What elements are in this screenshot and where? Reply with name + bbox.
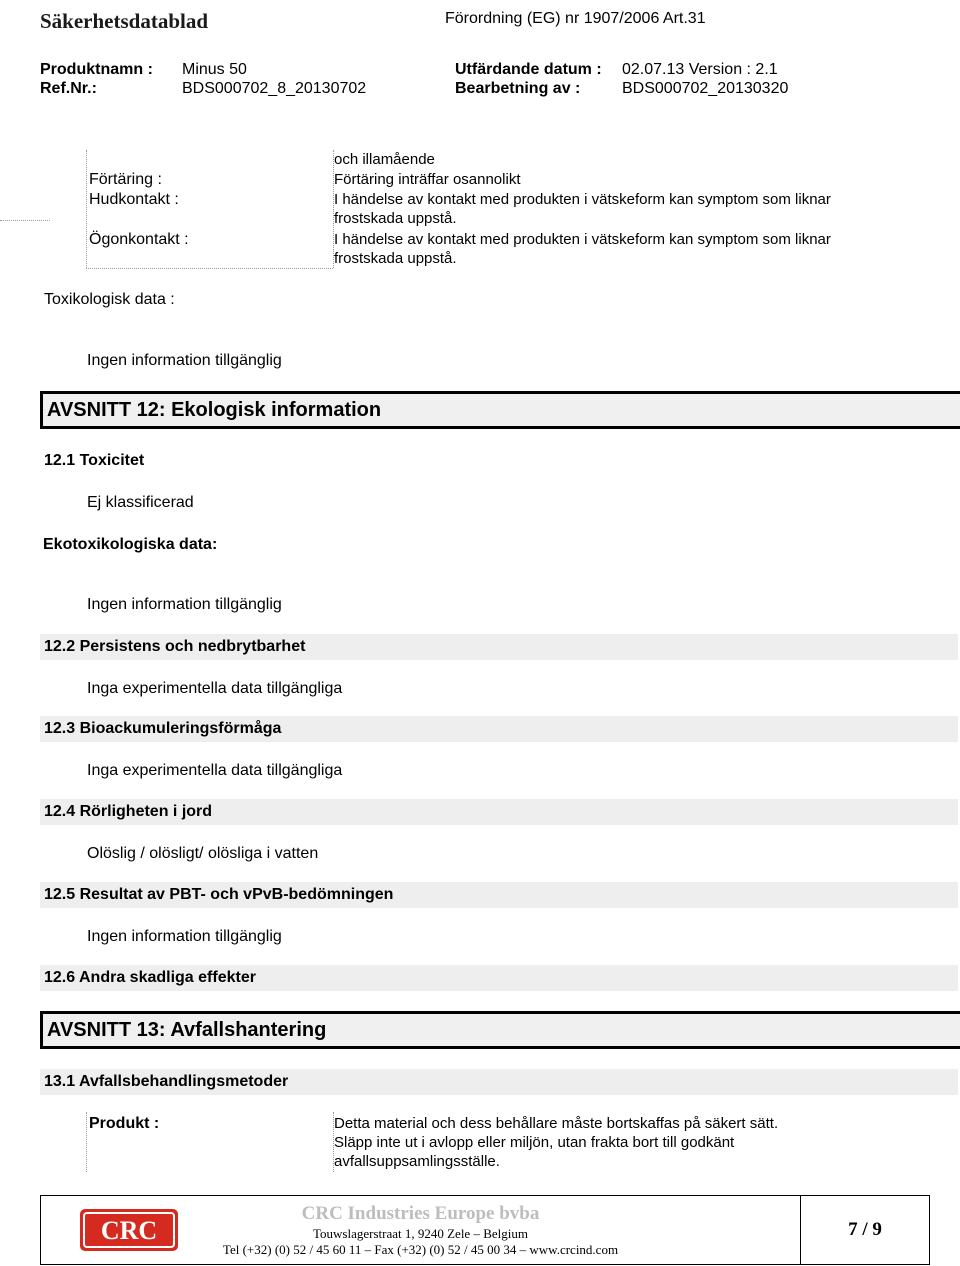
eye-contact-text: I händelse av kontakt med produkten i vätskeform kan symptom som liknar [334, 231, 831, 248]
persistence-value: Inga experimentella data tillgängliga [87, 680, 343, 697]
table-border [0, 220, 50, 221]
waste-product-text: Detta material och dess behållare måste bortskaffas på säkert sätt. [334, 1115, 779, 1132]
issue-date-value: 02.07.13 Version : 2.1 [622, 61, 778, 78]
toxicological-data-value: Ingen information tillgänglig [87, 352, 282, 369]
eye-contact-label: Ögonkontakt : [89, 231, 189, 248]
table-border [86, 268, 333, 269]
soil-mobility-value: Olöslig / olösligt/ olösliga i vatten [87, 845, 319, 862]
logo-text: CRC [100, 1216, 158, 1245]
waste-product-text-cont: avfallsuppsamlingsställe. [334, 1153, 500, 1170]
ingestion-label: Förtäring : [89, 171, 162, 188]
section-12-heading: AVSNITT 12: Ekologisk information [40, 391, 960, 429]
eye-contact-text-cont: frostskada uppstå. [334, 250, 457, 267]
waste-product-text-cont: Släpp inte ut i avlopp eller miljön, utan frakta bort till godkänt [334, 1134, 735, 1151]
subsection-12-1-heading: 12.1 Toxicitet [44, 452, 145, 469]
first-aid-continuation: och illamående [334, 151, 435, 168]
bioaccumulation-value: Inga experimentella data tillgängliga [87, 762, 343, 779]
issue-date-label: Utfärdande datum : [455, 61, 602, 78]
product-name-label: Produktnamn : [40, 61, 153, 78]
page-number: 7 / 9 [848, 1219, 882, 1240]
company-address: Touwslagerstraat 1, 9240 Zele – Belgium [313, 1226, 528, 1241]
subsection-12-2-heading: 12.2 Persistens och nedbrytbarhet [40, 634, 958, 660]
skin-contact-label: Hudkontakt : [89, 191, 179, 208]
ecotox-data-label: Ekotoxikologiska data: [43, 536, 218, 553]
document-title: Säkerhetsdatablad [40, 9, 209, 33]
toxicological-data-label: Toxikologisk data : [44, 291, 175, 308]
subsection-12-3-heading: 12.3 Bioackumuleringsförmåga [40, 716, 958, 742]
subsection-12-5-heading: 12.5 Resultat av PBT- och vPvB-bedömningen [40, 882, 958, 908]
page-footer [40, 1195, 930, 1265]
waste-product-label: Produkt : [89, 1115, 160, 1132]
skin-contact-text-cont: frostskada uppstå. [334, 210, 457, 227]
ref-number-label: Ref.Nr.: [40, 80, 97, 97]
regulation-reference: Förordning (EG) nr 1907/2006 Art.31 [445, 10, 706, 27]
subsection-12-6-heading: 12.6 Andra skadliga effekter [40, 965, 958, 991]
pbt-assessment-value: Ingen information tillgänglig [87, 928, 282, 945]
table-border [86, 1112, 87, 1172]
section-13-heading: AVSNITT 13: Avfallshantering [40, 1011, 960, 1049]
ref-number-value: BDS000702_8_20130702 [182, 80, 367, 97]
skin-contact-text: I händelse av kontakt med produkten i vätskeform kan symptom som liknar [334, 191, 831, 208]
toxicity-value: Ej klassificerad [87, 494, 194, 511]
subsection-13-1-heading: 13.1 Avfallsbehandlingsmetoder [40, 1069, 958, 1095]
ecotox-data-value: Ingen information tillgänglig [87, 596, 282, 613]
ingestion-text: Förtäring inträffar osannolikt [334, 171, 521, 188]
table-border [86, 150, 87, 268]
revision-value: BDS000702_20130320 [622, 80, 789, 97]
company-name: CRC Industries Europe bvba [301, 1203, 540, 1224]
product-name-value: Minus 50 [182, 61, 247, 78]
company-contact: Tel (+32) (0) 52 / 45 60 11 – Fax (+32) (0) 52 / 45 00 34 – www.crcind.com [222, 1242, 619, 1257]
revision-label: Bearbetning av : [455, 80, 581, 97]
subsection-12-4-heading: 12.4 Rörligheten i jord [40, 799, 958, 825]
